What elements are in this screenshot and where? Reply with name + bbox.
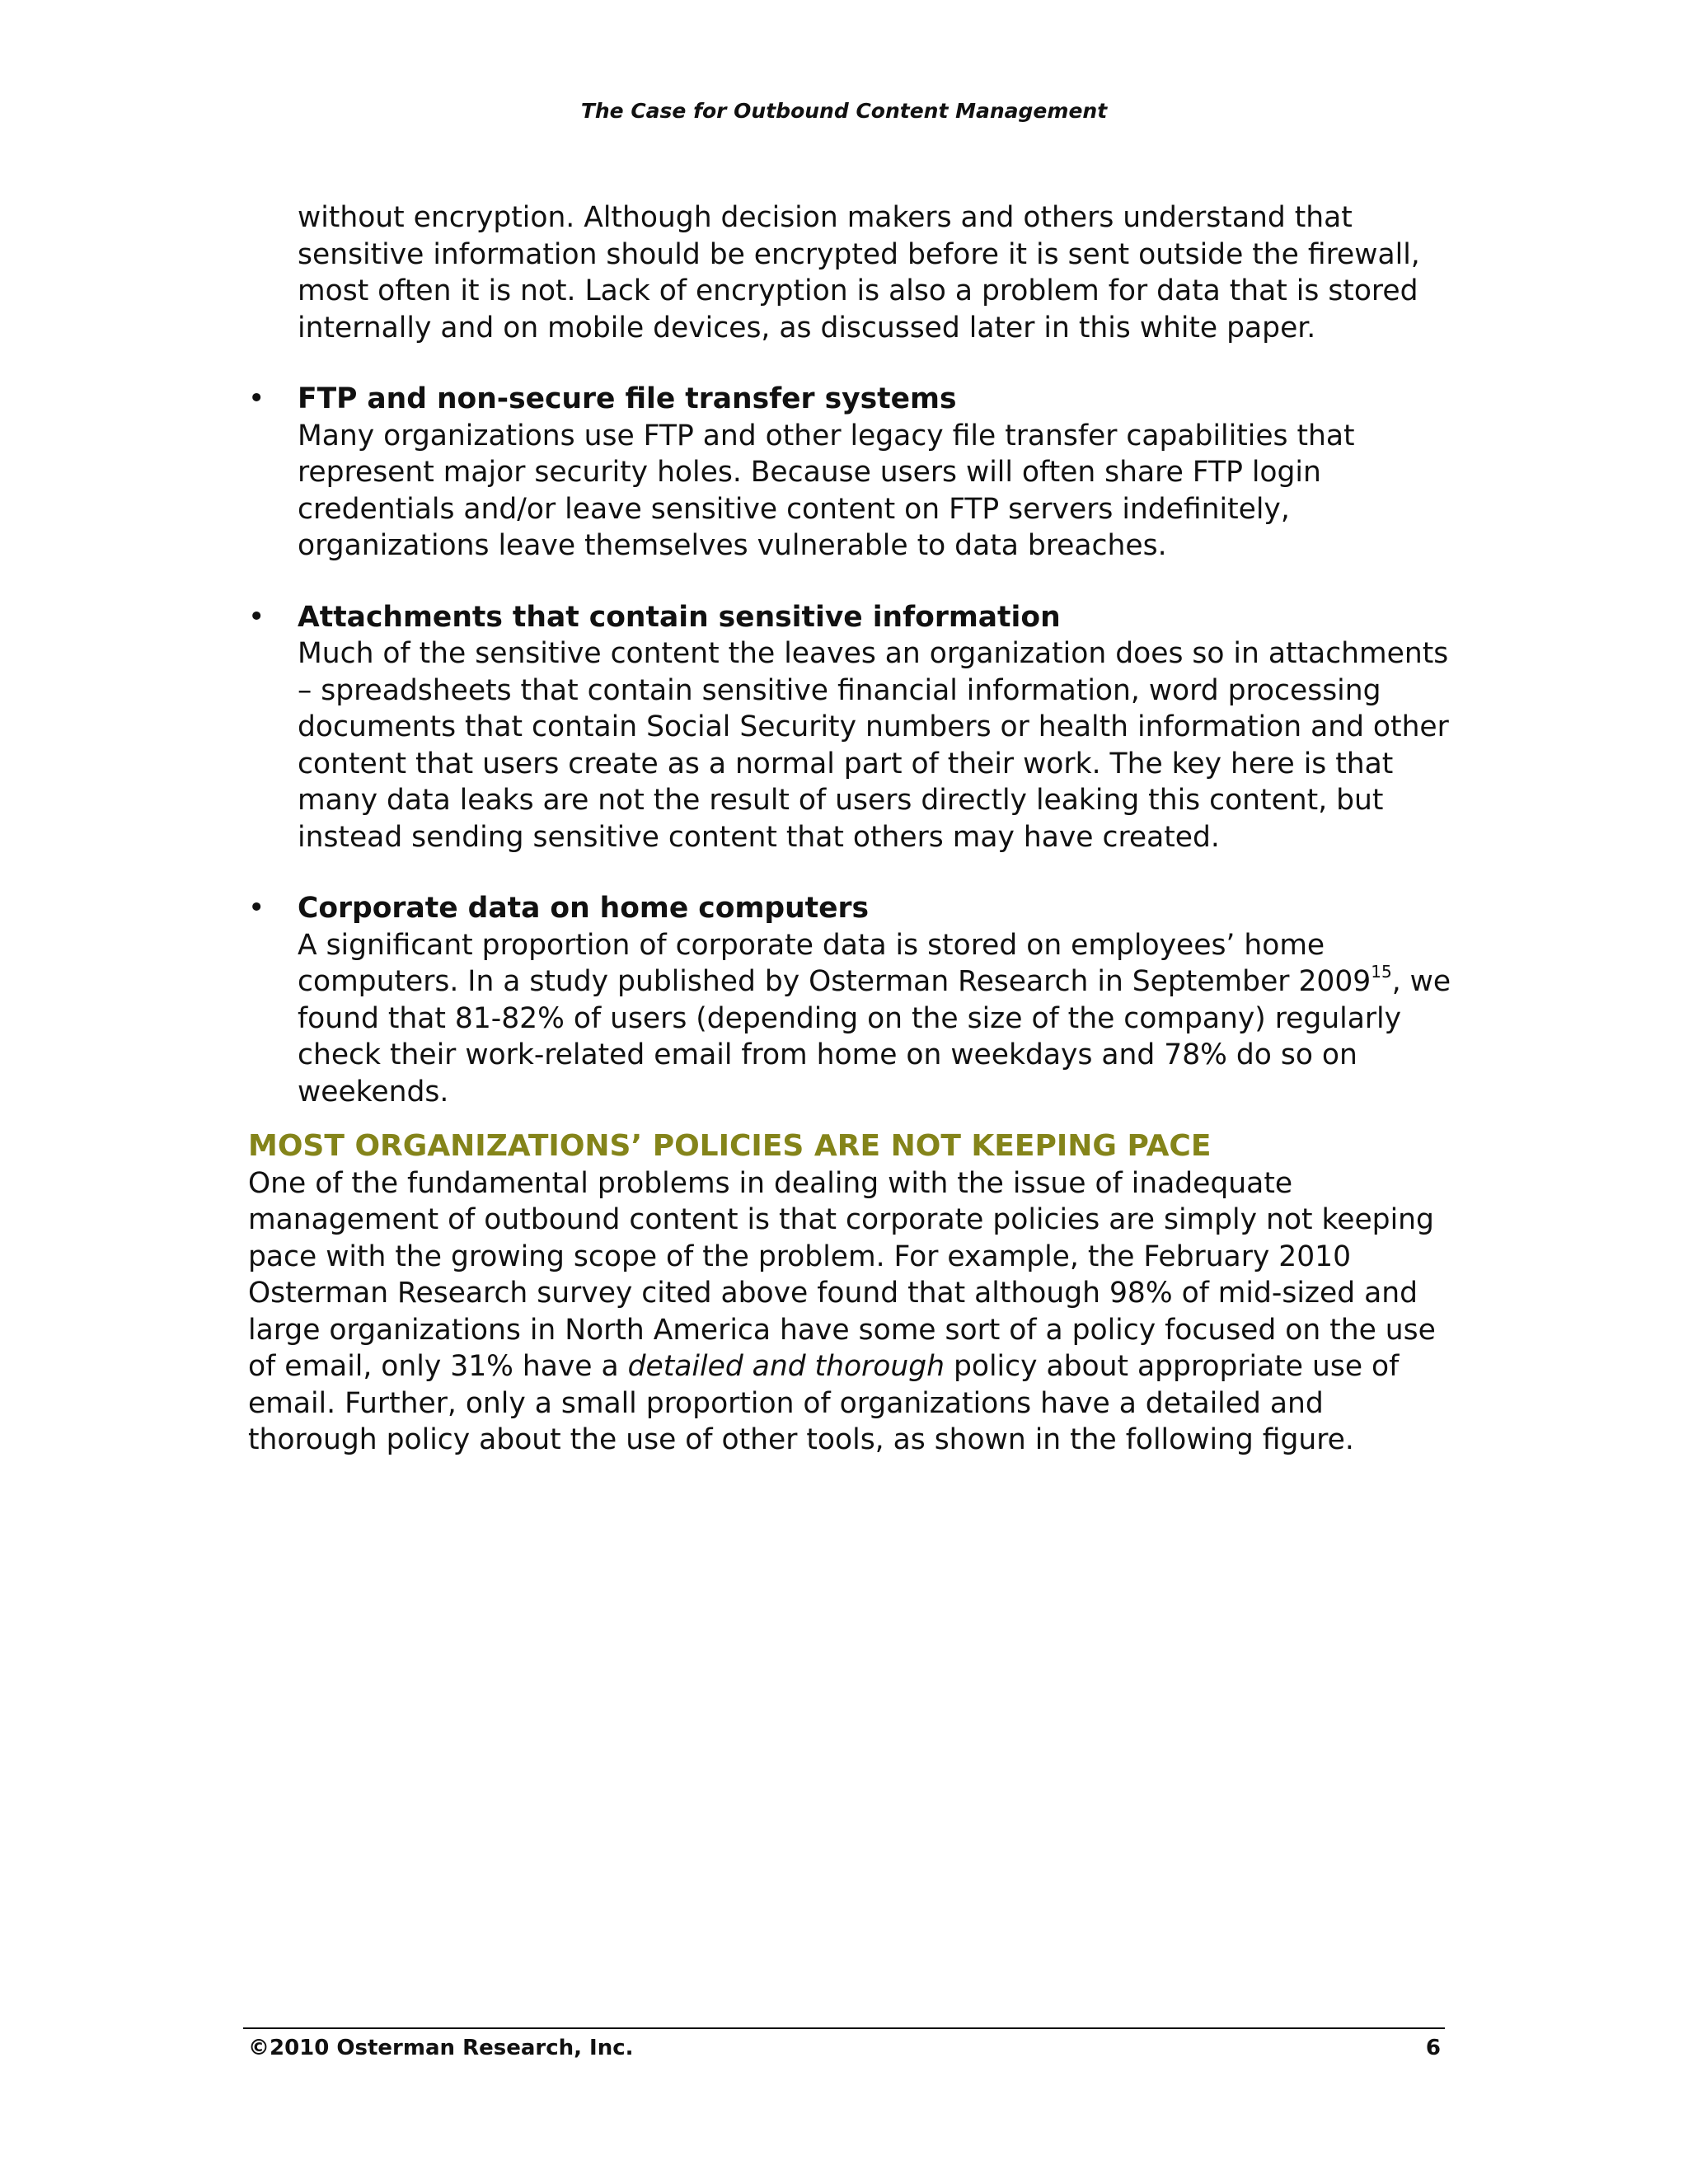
footnote-reference: 15	[1371, 962, 1392, 982]
bullet-item-ftp	[248, 381, 1451, 565]
running-header-title: The Case for Outbound Content Management	[580, 99, 1108, 123]
footer-copyright: ©2010 Osterman Research, Inc.	[248, 2036, 634, 2060]
footer-divider	[243, 2027, 1445, 2029]
bullet-item-attachments	[248, 599, 1451, 856]
bullet-marker: •	[248, 600, 265, 634]
bullet-body	[298, 927, 1451, 1111]
footer-page-number: 6	[1425, 2036, 1441, 2060]
bullet-title: Corporate data on home computers	[298, 892, 870, 925]
document-body	[248, 199, 1451, 1459]
section-body-emphasis: detailed and thorough	[627, 1350, 945, 1383]
bullet-item-home-computers	[248, 890, 1451, 1110]
bullet-body: Many organizations use FTP and other legacy file transfer capabilities that represent major security holes. Because users will often share FTP login credentials and/or leave sensitive content on FTP servers indefinitely, organizations leave themselves vulnerable to data breaches.	[298, 419, 1355, 562]
section-body-paragraph	[248, 1165, 1451, 1459]
bullet-body: Much of the sensitive content the leaves an organization does so in attachments – spreadsheets that contain sensitive financial information, word processing documents that contain Social Security numbers or health information and other content that users create as a normal part of their work. The key here is that many data leaks are not the result of users directly leaking this content, but instead sending sensitive content that others may have created.	[298, 637, 1449, 854]
section-heading: MOST ORGANIZATIONS’ POLICIES ARE NOT KEEPING PACE	[248, 1129, 1212, 1163]
bullet-body-text: A significant proportion of corporate data is stored on employees’ home computers. In a study published by Osterman Research in September 2009	[298, 928, 1372, 998]
bullet-title: Attachments that contain sensitive information	[298, 600, 1061, 634]
section-body-text: policy about appropriate use of email. Further, only a small proportion of organizations have a detailed and thorough policy about the use of other tools, as shown in the following figure.	[248, 1350, 1400, 1456]
bullet-body-text: , we found that 81-82% of users (depending on the size of the company) regularly check their work-related email from home on weekdays and 78% do so on weekends.	[298, 965, 1451, 1108]
intro-continuation-paragraph: without encryption. Although decision makers and others understand that sensitive information should be encrypted before it is sent outside the firewall, most often it is not. Lack of encryption is also a problem for data that is stored internally and on mobile devices, as discussed later in this white paper.	[298, 201, 1420, 344]
bullet-marker: •	[248, 892, 265, 925]
bullet-title: FTP and non-secure file transfer systems	[298, 382, 957, 415]
section-body-text: One of the fundamental problems in dealing with the issue of inadequate management of outbound content is that corporate policies are simply not keeping pace with the growing scope of the problem. For example, the February 2010 Osterman Research survey cited above found that although 98% of mid-sized and large organizations in North America have some sort of a policy focused on the use of email, only 31% have a	[248, 1166, 1436, 1383]
bullet-marker: •	[248, 382, 265, 415]
